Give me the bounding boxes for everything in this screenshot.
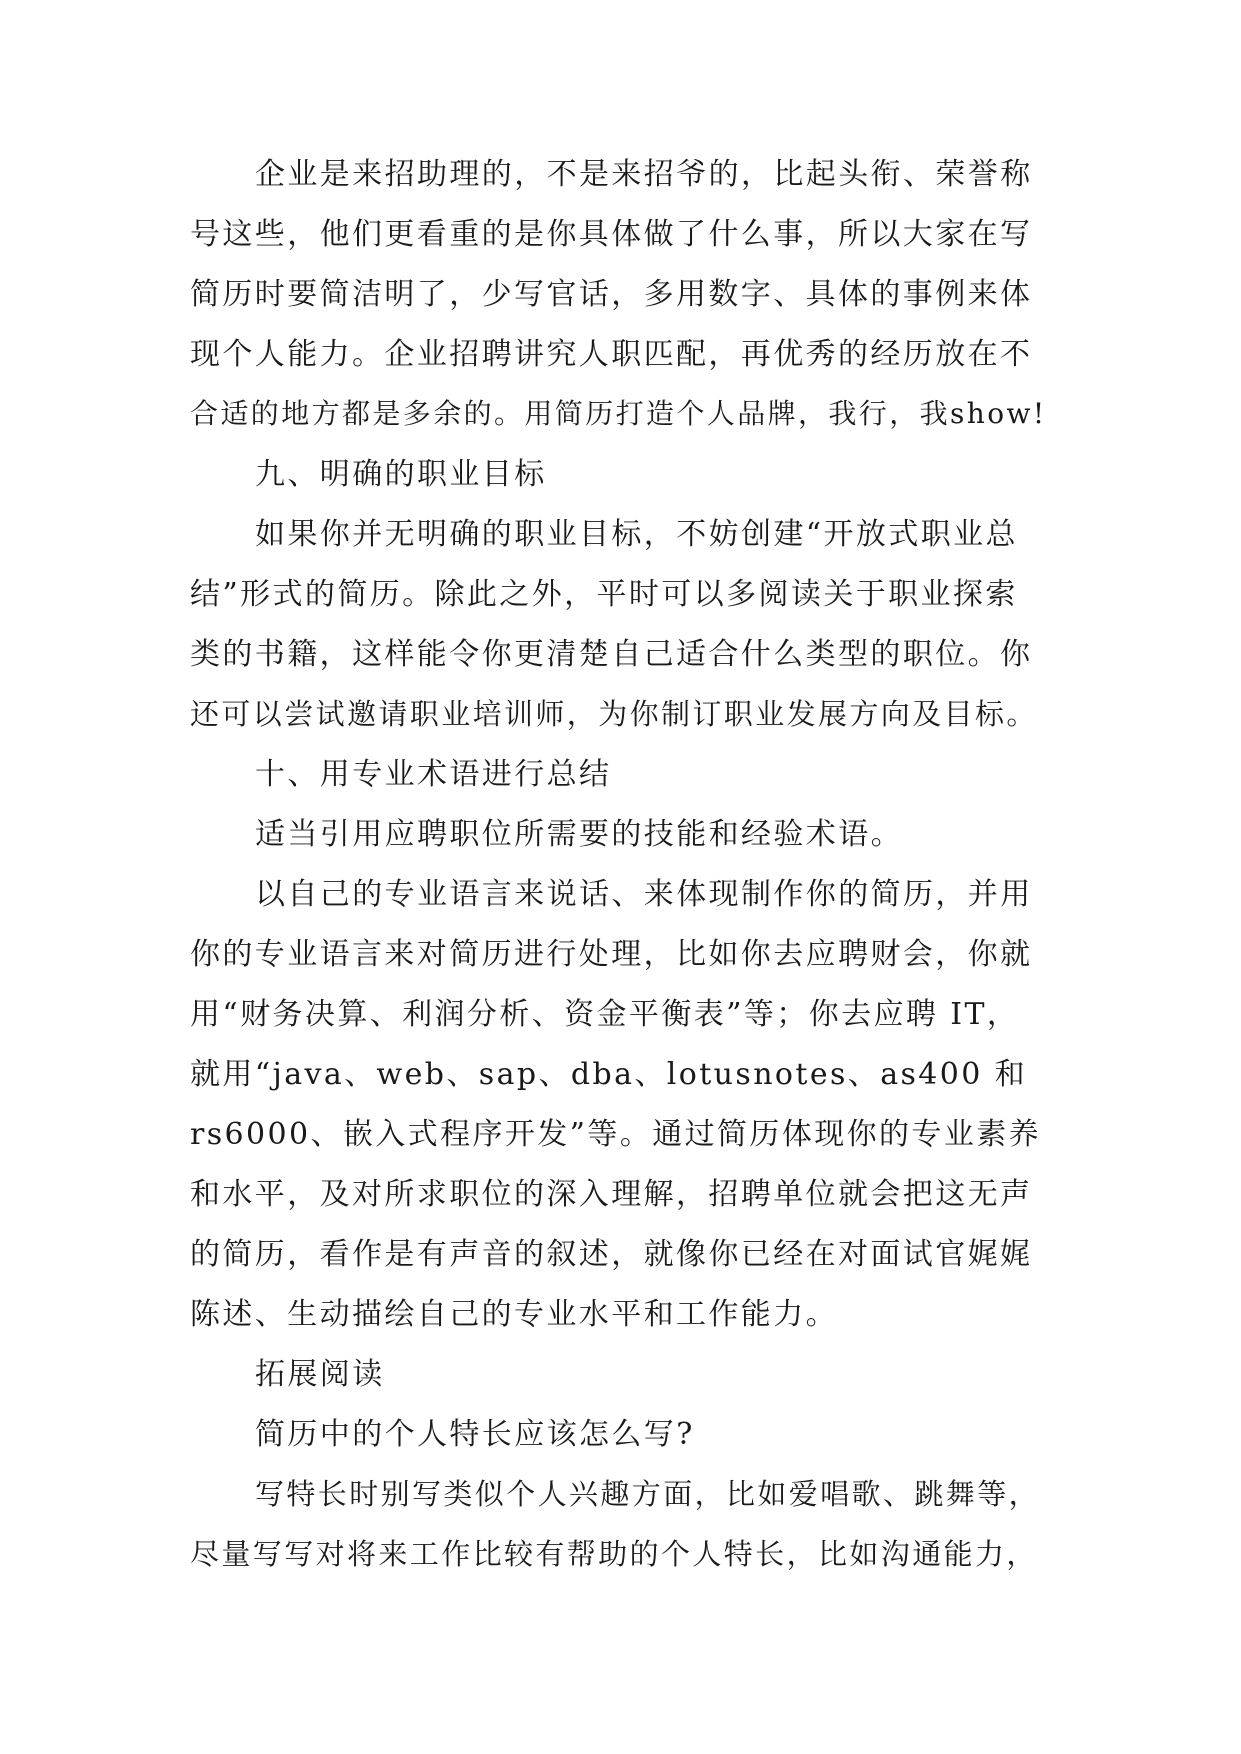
paragraph-line: 适当引用应聘职位所需要的技能和经验术语。 — [255, 817, 903, 852]
paragraph-line: 用“财务决算、利润分析、资金平衡表”等；你去应聘 IT， — [190, 997, 1020, 1032]
paragraph-line: 企业是来招助理的，不是来招爷的，比起头衔、荣誉称 — [255, 157, 1033, 192]
document-body — [190, 157, 1050, 1600]
paragraph-line: 还可以尝试邀请职业培训师，为你制订职业发展方向及目标。 — [190, 697, 1038, 731]
paragraph-line: 简历时要简洁明了，少写官话，多用数字、具体的事例来体 — [190, 277, 1033, 312]
paragraph-line: 和水平，及对所求职位的深入理解，招聘单位就会把这无声 — [190, 1177, 1033, 1212]
section-heading: 九、明确的职业目标 — [255, 457, 547, 492]
section-heading: 拓展阅读 — [255, 1357, 385, 1392]
paragraph-line: 尽量写写对将来工作比较有帮助的个人特长，比如沟通能力， — [190, 1537, 1038, 1571]
paragraph-line: 你的专业语言来对简历进行处理，比如你去应聘财会，你就 — [190, 937, 1033, 972]
paragraph-line: 类的书籍，这样能令你更清楚自己适合什么类型的职位。你 — [190, 637, 1033, 672]
paragraph-line: 就用“java、web、sap、dba、lotusnotes、as400 和 — [190, 1057, 1028, 1092]
paragraph-line: 现个人能力。企业招聘讲究人职匹配，再优秀的经历放在不 — [190, 337, 1033, 372]
paragraph-line: 如果你并无明确的职业目标，不妨创建“开放式职业总 — [255, 517, 1018, 552]
paragraph-line: 简历中的个人特长应该怎么写? — [255, 1417, 695, 1452]
section-heading: 十、用专业术语进行总结 — [255, 757, 612, 792]
paragraph-line: 以自己的专业语言来说话、来体现制作你的简历，并用 — [255, 877, 1033, 912]
paragraph-line: 写特长时别写类似个人兴趣方面，比如爱唱歌、跳舞等， — [255, 1477, 1041, 1511]
paragraph-line: 合适的地方都是多余的。用简历打造个人品牌，我行，我show! — [190, 397, 1047, 430]
paragraph-line: 的简历，看作是有声音的叙述，就像你已经在对面试官娓娓 — [190, 1237, 1033, 1272]
paragraph-line: 陈述、生动描绘自己的专业水平和工作能力。 — [190, 1297, 838, 1332]
paragraph-line: 号这些，他们更看重的是你具体做了什么事，所以大家在写 — [190, 217, 1033, 252]
paragraph-line: rs6000、嵌入式程序开发”等。通过简历体现你的专业素养 — [190, 1117, 1042, 1152]
paragraph-line: 结”形式的简历。除此之外，平时可以多阅读关于职业探索 — [190, 577, 1018, 612]
